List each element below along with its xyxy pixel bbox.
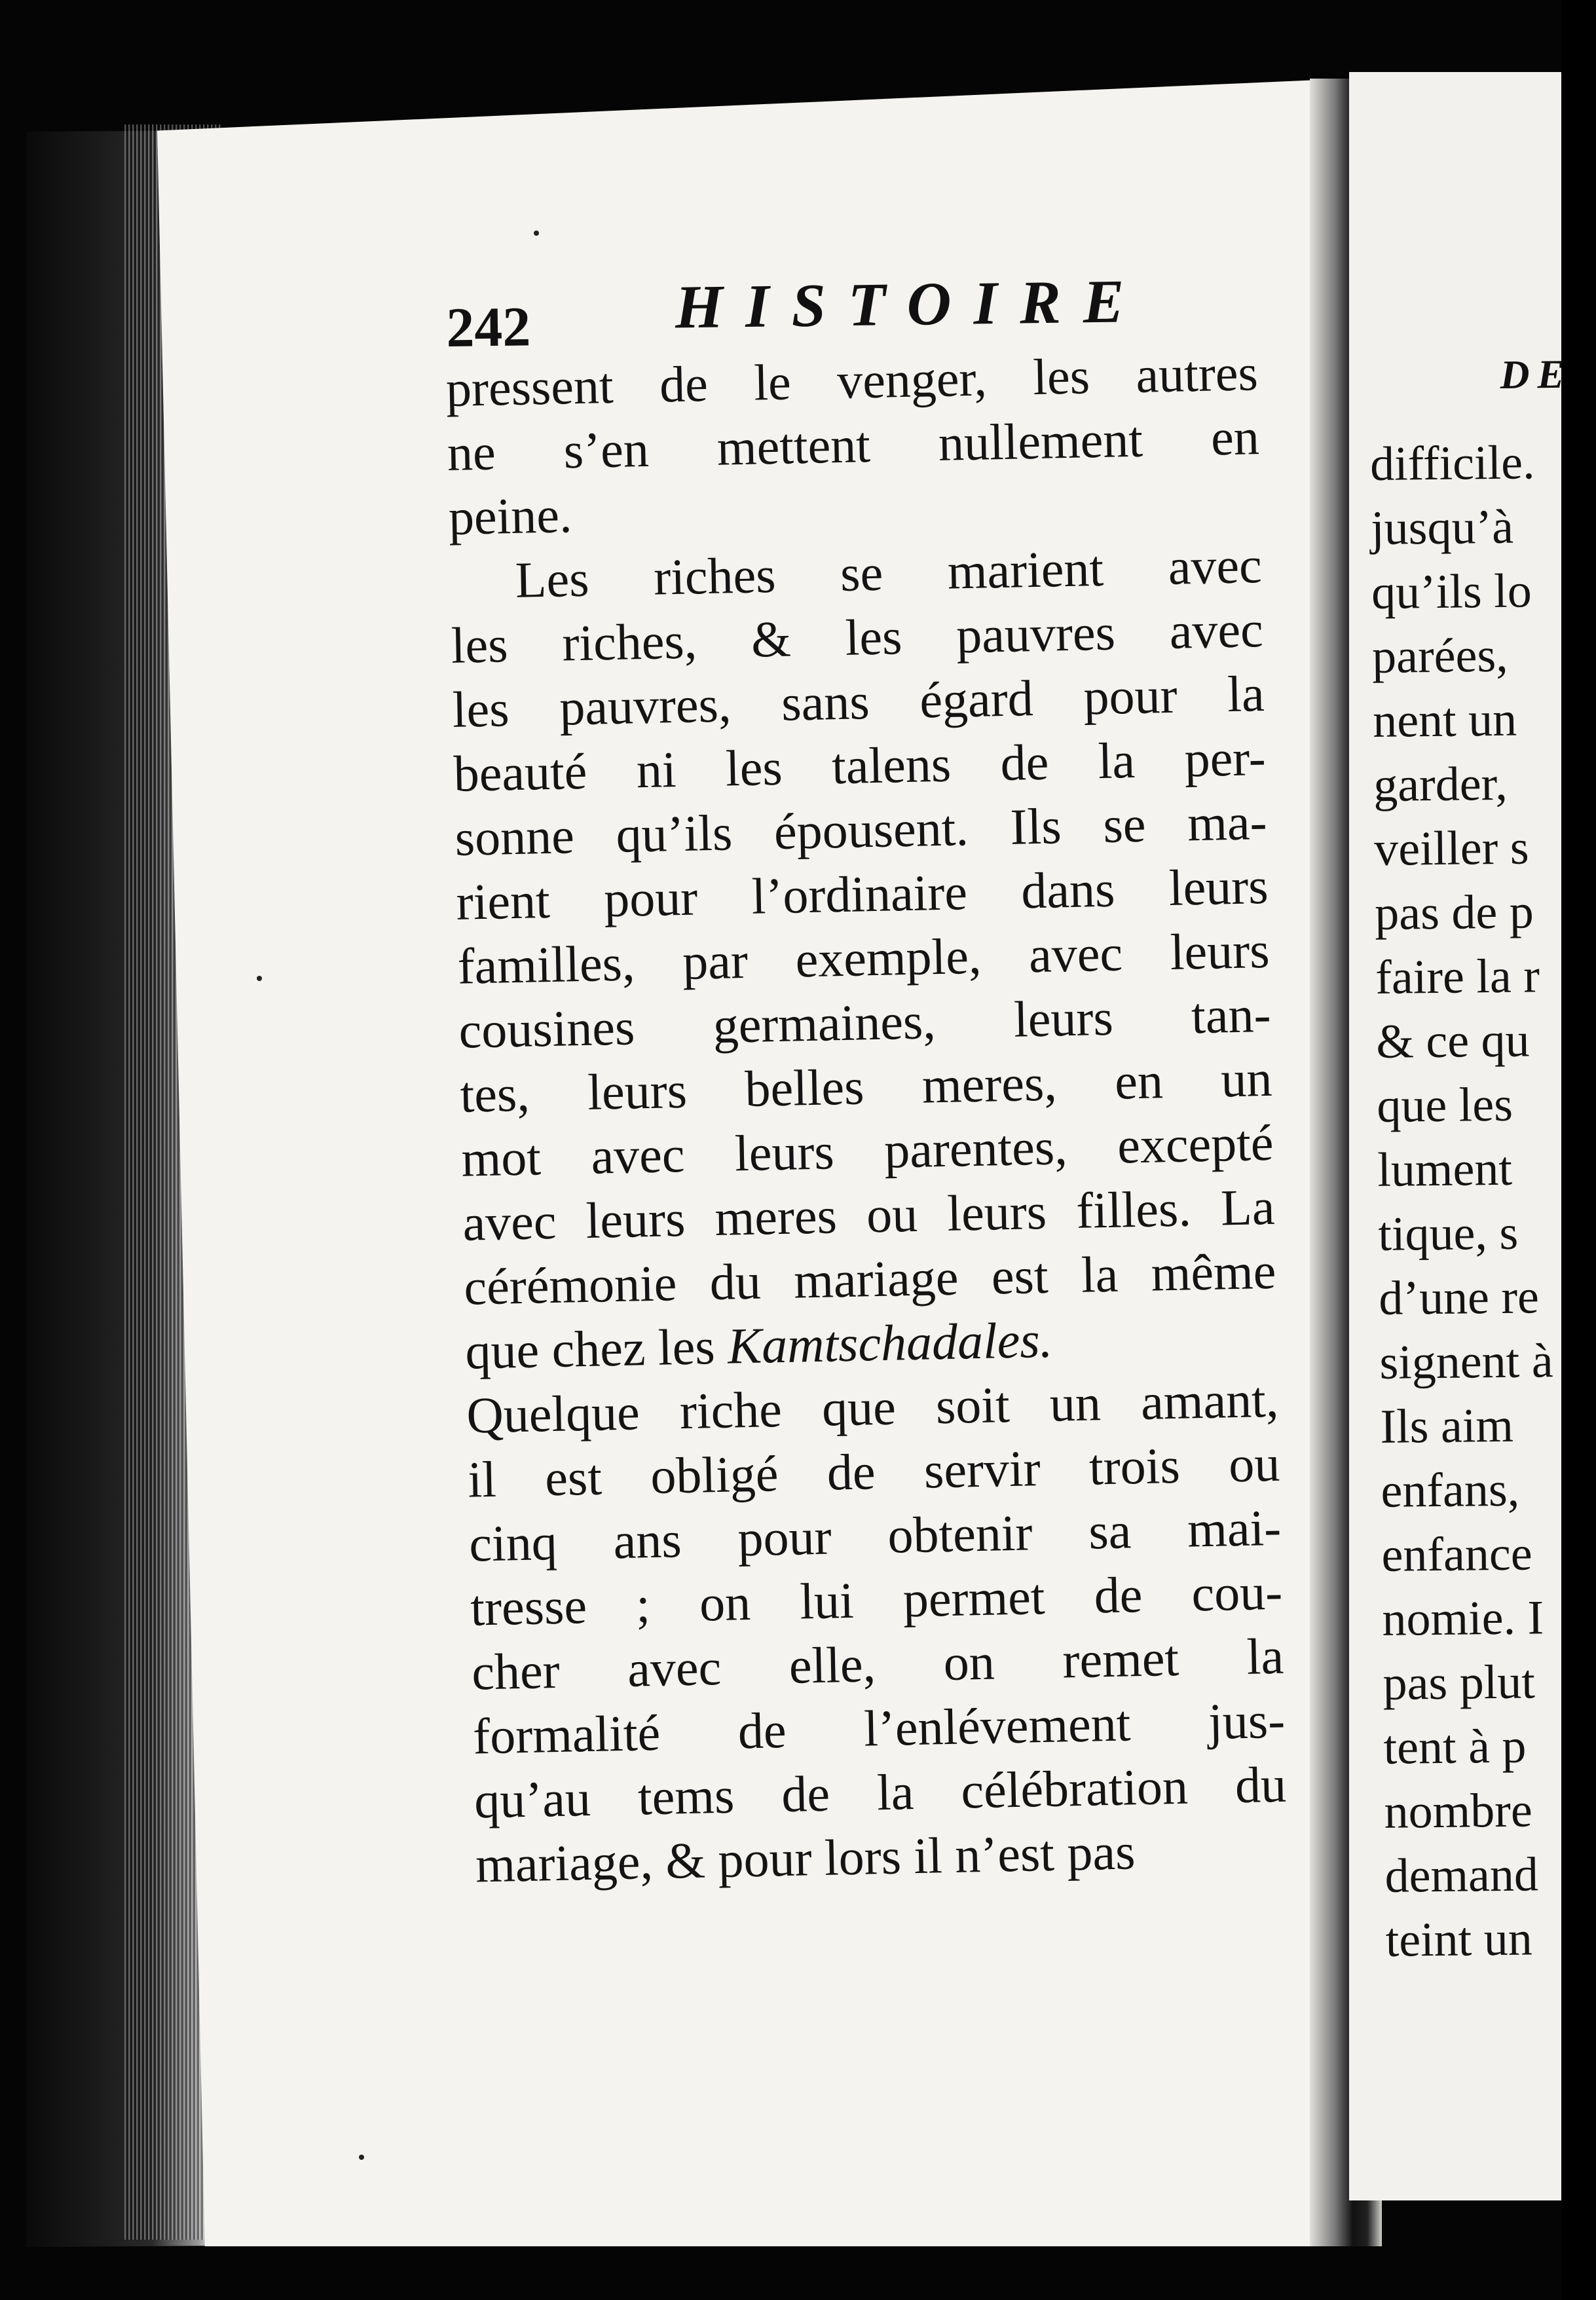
- text-line: Les riches se marient avec: [514, 536, 1263, 608]
- text-line: peine.: [448, 486, 573, 546]
- right-text-line: parées,: [1371, 628, 1509, 684]
- text-line: familles, par exemple, avec leurs: [456, 921, 1271, 995]
- text-line: tresse ; on lui permet de cou-: [470, 1563, 1283, 1637]
- right-page: [1349, 72, 1573, 2200]
- right-text-line: tent à p: [1383, 1719, 1527, 1775]
- text-line: il est obligé de servir trois ou: [467, 1434, 1281, 1508]
- text-line: cérémonie du mariage est la même: [463, 1242, 1277, 1316]
- right-text-line: pas de p: [1374, 885, 1534, 940]
- text-line: rient pour l’ordinaire dans leurs: [455, 857, 1269, 931]
- text-line: que chez les Kamtschadales.: [464, 1310, 1053, 1380]
- text-line: formalité de l’enlévement jus-: [472, 1691, 1286, 1765]
- print-speck: [359, 2155, 364, 2160]
- right-text-line: enfans,: [1381, 1462, 1520, 1518]
- right-text-line: garder,: [1373, 756, 1508, 812]
- left-page-text: [445, 339, 1348, 1928]
- running-head: HISTOIRE: [675, 267, 1147, 342]
- text-line: beauté ni les talens de la per-: [453, 728, 1267, 802]
- text-line: avec leurs meres ou leurs filles. La: [462, 1178, 1276, 1252]
- text-line: tes, leurs belles meres, en un: [459, 1049, 1273, 1123]
- text-line: cousines germaines, leurs tan-: [458, 985, 1272, 1059]
- right-text-line: faire la r: [1375, 949, 1540, 1005]
- right-running-head: DE: [1500, 352, 1573, 398]
- text-line: cher avec elle, on remet la: [471, 1627, 1284, 1701]
- right-text-line: que les: [1376, 1077, 1513, 1133]
- italic-proper-noun: Kamtschadales.: [727, 1310, 1053, 1375]
- right-text-line: Ils aim: [1380, 1398, 1514, 1454]
- right-text-line: teint un: [1385, 1912, 1533, 1967]
- right-text-line: pas plut: [1383, 1655, 1536, 1711]
- right-text-line: tique, s: [1377, 1206, 1519, 1261]
- text-line: les pauvres, sans égard pour la: [451, 665, 1265, 738]
- right-text-line: signent à: [1379, 1334, 1553, 1390]
- print-speck: [257, 976, 262, 981]
- text-line: sonne qu’ils épousent. Ils se ma-: [454, 792, 1268, 866]
- right-text-line: difficile.: [1369, 436, 1535, 491]
- right-text-line: enfance: [1381, 1527, 1532, 1582]
- right-text-line: d’une re: [1378, 1270, 1540, 1326]
- right-text-line: qu’ils lo: [1371, 564, 1532, 620]
- right-text-line: nent un: [1372, 692, 1517, 748]
- right-text-line: veiller s: [1373, 821, 1529, 876]
- right-text-line: & ce qu: [1375, 1013, 1530, 1069]
- right-text-line: nomie. I: [1382, 1591, 1544, 1646]
- print-speck: [534, 231, 539, 236]
- text-line: cinq ans pour obtenir sa mai-: [468, 1498, 1282, 1572]
- right-text-line: lument: [1377, 1141, 1513, 1197]
- right-page-text: [1369, 332, 1596, 2037]
- text-line: mariage, & pour lors il n’est pas: [475, 1823, 1136, 1893]
- text-line: mot avec leurs parentes, excepté: [460, 1113, 1274, 1187]
- right-text-line: demand: [1384, 1847, 1539, 1903]
- text-line: les riches, & les pauvres avec: [450, 601, 1264, 674]
- text-line: Quelque riche que soit un amant,: [466, 1370, 1280, 1444]
- page-number: 242: [445, 295, 531, 359]
- text-line: pressent de le venger, les autres: [445, 344, 1259, 417]
- text-line: qu’au tems de la célébration du: [473, 1755, 1287, 1829]
- text-line: ne s’en mettent nullement en: [447, 408, 1260, 481]
- right-text-line: nombre: [1384, 1783, 1533, 1839]
- right-text-line: jusqu’à: [1370, 500, 1514, 555]
